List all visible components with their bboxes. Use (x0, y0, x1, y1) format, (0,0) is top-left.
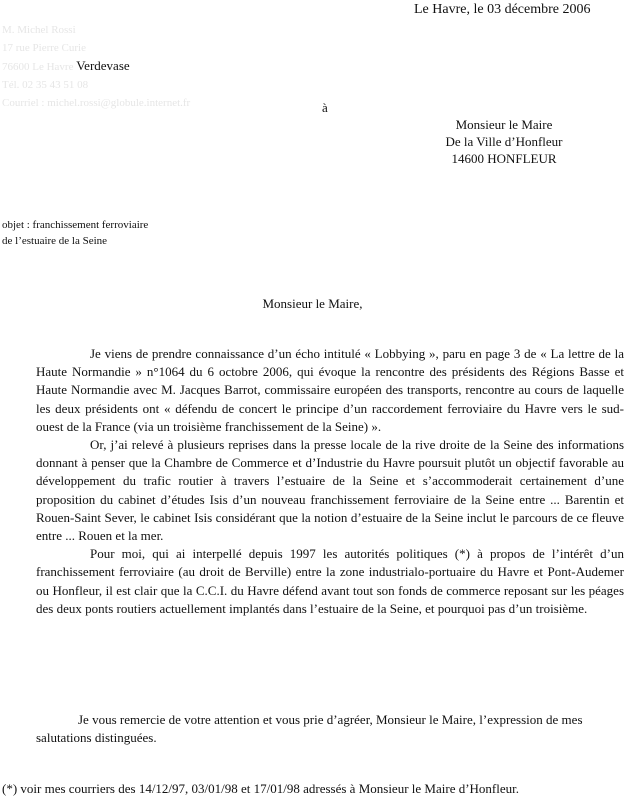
sender-city-suffix: Verdevase (76, 58, 130, 73)
recipient-block (424, 116, 584, 167)
sender-email: Courriel : michel.rossi@globule.internet.fr (2, 97, 191, 109)
body-paragraph-2: Or, j’ai relevé à plusieurs reprises dans la presse locale de la rive droite de la Seine des informations donnant à penser que la Chambre de Commerce et d’Industrie du Havre poursuit plutôt un objectif favorable au développement du trafic routier à travers l’estuaire de la Seine et s’accommoderait certainement d’une proposition du cabinet d’études Isis d’un nouveau franchissement ferroviaire de la Seine entre ... Barentin et Rouen-Saint Sever, le cabinet Isis considérant que la notion d’estuaire de la Seine inclut le parcours de ce fleuve entre ... Rouen et la mer. (36, 437, 624, 544)
closing-block (36, 711, 624, 747)
sender-city-line (2, 57, 190, 76)
subject-block (2, 217, 148, 249)
recipient-address: 14600 HONFLEUR (451, 151, 557, 166)
subject-line-2: de l’estuaire de la Seine (2, 235, 108, 247)
body-paragraph-1: Je viens de prendre connaissance d’un écho intitulé « Lobbying », paru en page 3 de « La lettre de la Haute Normandie » n°1064 du 6 octobre 2006, qui évoque la rencontre des présidents des Régions Basse et Haute Normandie avec M. Jacques Barrot, commissaire européen des transports, rencontre au cours de laquelle les deux présidents ont « défendu de concert le principe d’un raccordement ferroviaire du Havre vers le sud-ouest de la France (via un troisième franchissement de la Seine) ». (36, 346, 624, 434)
sender-name: M. Michel Rossi (2, 24, 76, 36)
sender-phone: Tél. 02 35 43 51 08 (2, 79, 89, 91)
letter-body (36, 345, 624, 618)
subject-line-1: objet : franchissement ferroviaire (2, 219, 149, 231)
body-paragraph-3: Pour moi, qui ai interpellé depuis 1997 les autorités politiques (*) à propos de l’intérêt d’un franchissement ferroviaire (au droit de Berville) entre la zone industrialo-portuaire du Havre et Pont-Audemer ou Honfleur, il est clair que la C.C.I. du Havre défend avant tout son fonds de commerce reposant sur les péages des deux ponts routiers actuellement implantés dans l’estuaire de la Seine, et pourquoi pas d’un troisième. (36, 546, 624, 616)
recipient-title: Monsieur le Maire (455, 117, 553, 132)
date-line: Le Havre, le 03 décembre 2006 (414, 2, 591, 17)
sender-block (2, 21, 190, 112)
recipient-prefix: à (322, 100, 328, 115)
sender-city: 76600 Le Havre (2, 61, 74, 73)
salutation: Monsieur le Maire, (262, 296, 363, 311)
footnote: (*) voir mes courriers des 14/12/97, 03/01/98 et 17/01/98 adressés à Monsieur le Maire d’Honfleur. (2, 781, 519, 796)
sender-street: 17 rue Pierre Curie (2, 42, 86, 54)
recipient-city-hall: De la Ville d’Honfleur (445, 134, 563, 149)
closing-paragraph: Je vous remercie de votre attention et vous prie d’agréer, Monsieur le Maire, l’expression de mes salutations distinguées. (36, 712, 583, 745)
